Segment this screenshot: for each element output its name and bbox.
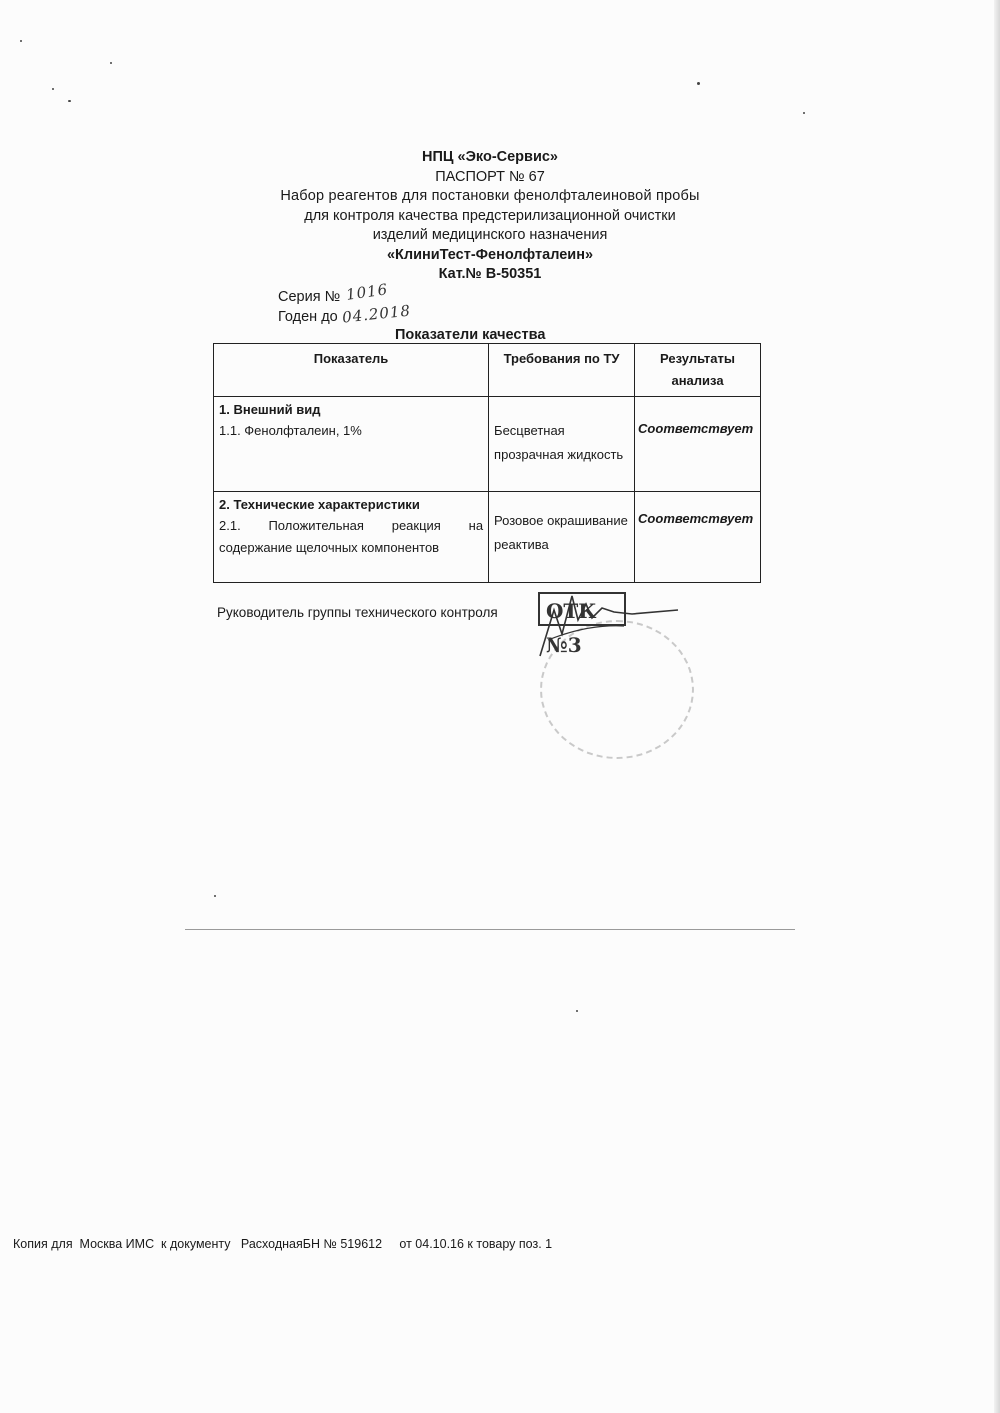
footer-text: Копия для Москва ИМС к документу РасходнаяБН № 519612 от 04.10.16 к товару поз. 1 [13,1237,553,1251]
copy-footer [13,1237,552,1251]
column-header-requirements: Требования по ТУ [489,344,635,397]
result-cell: Соответствует [635,492,761,583]
description-line-3: изделий медицинского назначения [372,227,608,243]
scan-speck [20,40,22,42]
quality-title: Показатели качества [395,327,546,343]
result-cell: Соответствует [635,397,761,492]
product-name: «КлиниТест-Фенолфталеин» [386,246,594,263]
expiry-row [278,301,412,327]
scan-speck [576,1010,578,1012]
signoff-label: Руководитель группы технического контроля [217,605,498,620]
indicator-cell [214,492,489,583]
requirement-cell: Розовое окрашивание реактива [489,492,635,583]
table-row [214,492,761,583]
table-row [214,397,761,492]
series-label: Серия № [278,289,341,305]
description-line-2: для контроля качества предстерилизационной очистки [304,207,676,224]
column-header-indicator: Показатель [214,344,489,397]
expiry-handwritten-value: 04.2018 [341,301,412,327]
requirement-cell: Бесцветная прозрачная жидкость [489,397,635,492]
scan-speck [68,100,71,102]
quality-table [213,343,761,583]
section-heading: 2. Технические характеристики [219,497,420,512]
organization-name: НПЦ «Эко-Сервис» [422,149,558,165]
horizontal-divider [185,929,795,930]
section-item: 1.1. Фенолфталеин, 1% [219,423,362,438]
scan-speck [803,112,805,114]
series-row [278,280,390,305]
column-header-results: Результаты анализа [635,344,761,397]
scan-edge-shadow [994,0,1000,1413]
scan-speck [697,82,700,85]
description-line-1: Набор реагентов для постановки фенолфталеиновой пробы [280,188,700,204]
scan-speck [214,895,216,897]
section-item: 2.1. Положительная реакция на содержание щелочных компонентов [219,518,484,555]
otk-stamp: ОТК №3 [538,592,626,626]
handwritten-signature [528,590,688,660]
passport-number: ПАСПОРТ № 67 [435,168,545,185]
expiry-label: Годен до [278,309,338,325]
table-header-row [214,344,761,397]
catalog-number: Кат.№ В-50351 [438,266,542,282]
indicator-cell [214,397,489,492]
section-heading: 1. Внешний вид [219,402,321,417]
scan-speck [52,88,54,90]
series-handwritten-value: 1016 [344,280,390,304]
document-header [240,148,740,285]
scan-speck [110,62,112,64]
